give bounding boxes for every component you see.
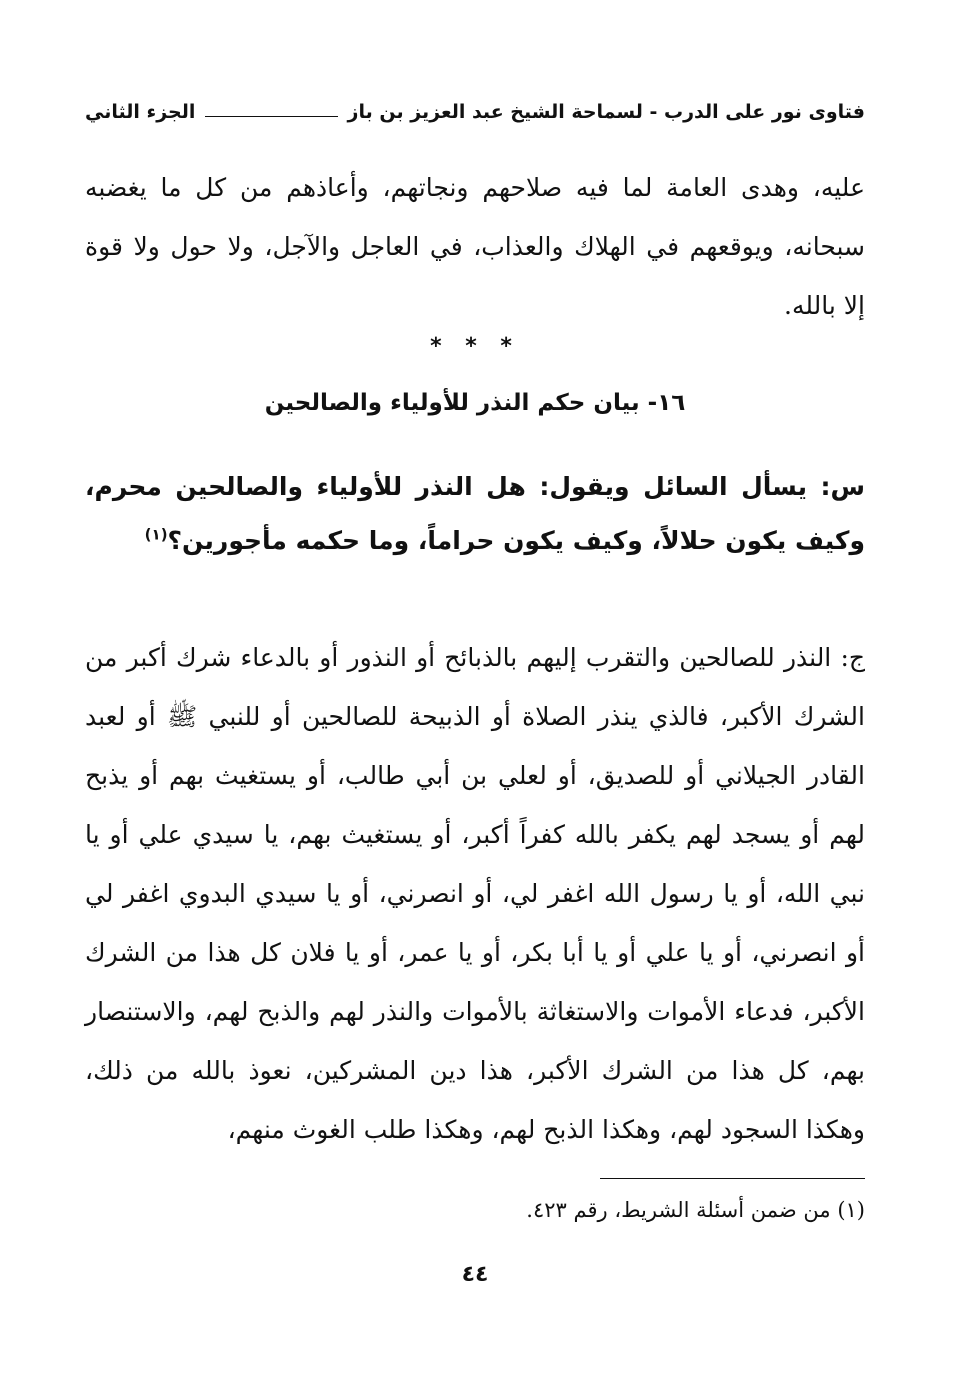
book-page [85, 82, 865, 1302]
footnote: (١) من ضمن أسئلة الشريط، رقم ٤٢٣. [526, 1198, 865, 1222]
question-text: س: يسأل السائل ويقول: هل النذر للأولياء والصالحين محرم، وكيف يكون حلالاً، وكيف يكون حراماً، وما حكمه مأجورين؟ [85, 472, 865, 555]
section-title: ١٦- بيان حكم النذر للأولياء والصالحين [264, 390, 686, 416]
footnote-divider [600, 1178, 865, 1179]
intro-text: عليه، وهدى العامة لما فيه صلاحهم ونجاتهم، وأعاذهم من كل ما يغضبه سبحانه، ويوقعهم في الهلاك والعذاب، في العاجل والآجل، ولا حول ولا قوة إلا بالله. [85, 173, 865, 320]
header-book-title: فتاوى نور على الدرب - لسماحة الشيخ عبد العزيز بن باز [347, 101, 865, 123]
running-header [85, 94, 865, 130]
page-number: ٤٤ [461, 1262, 489, 1287]
footnote-reference: (١) [144, 525, 168, 544]
section-separator: * * * [430, 334, 520, 359]
intro-paragraph [85, 158, 865, 335]
header-rule [205, 116, 337, 117]
answer-paragraph [85, 628, 865, 1159]
question-paragraph [85, 460, 865, 568]
answer-text: ج: النذر للصالحين والتقرب إليهم بالذبائح أو النذور أو بالدعاء شرك أكبر من الشرك الأكبر، فالذي ينذر الصلاة أو الذبيحة للصالحين أو للنبي ﷺ أو لعبد القادر الجيلاني أو للصديق، أو لعلي بن أبي طالب، أو يستغيث بهم أو يذبح لهم أو يسجد لهم يكفر بالله كفراً أكبر، أو يستغيث بهم، يا سيدي علي أو يا نبي الله، أو يا رسول الله اغفر لي، أو انصرني، أو يا سيدي البدوي اغفر لي أو انصرني، أو يا علي أو يا أبا بكر، أو يا عمر، أو يا فلان كل هذا من الشرك الأكبر، فدعاء الأموات والاستغاثة بالأموات والنذر لهم والذبح لهم، والاستنصار بهم، كل هذا من الشرك الأكبر، هذا دين المشركين، نعوذ بالله من ذلك، وهكذا السجود لهم، وهكذا الذبح لهم، وهكذا طلب الغوث منهم، [85, 643, 865, 1144]
header-part-label: الجزء الثاني [85, 101, 196, 123]
